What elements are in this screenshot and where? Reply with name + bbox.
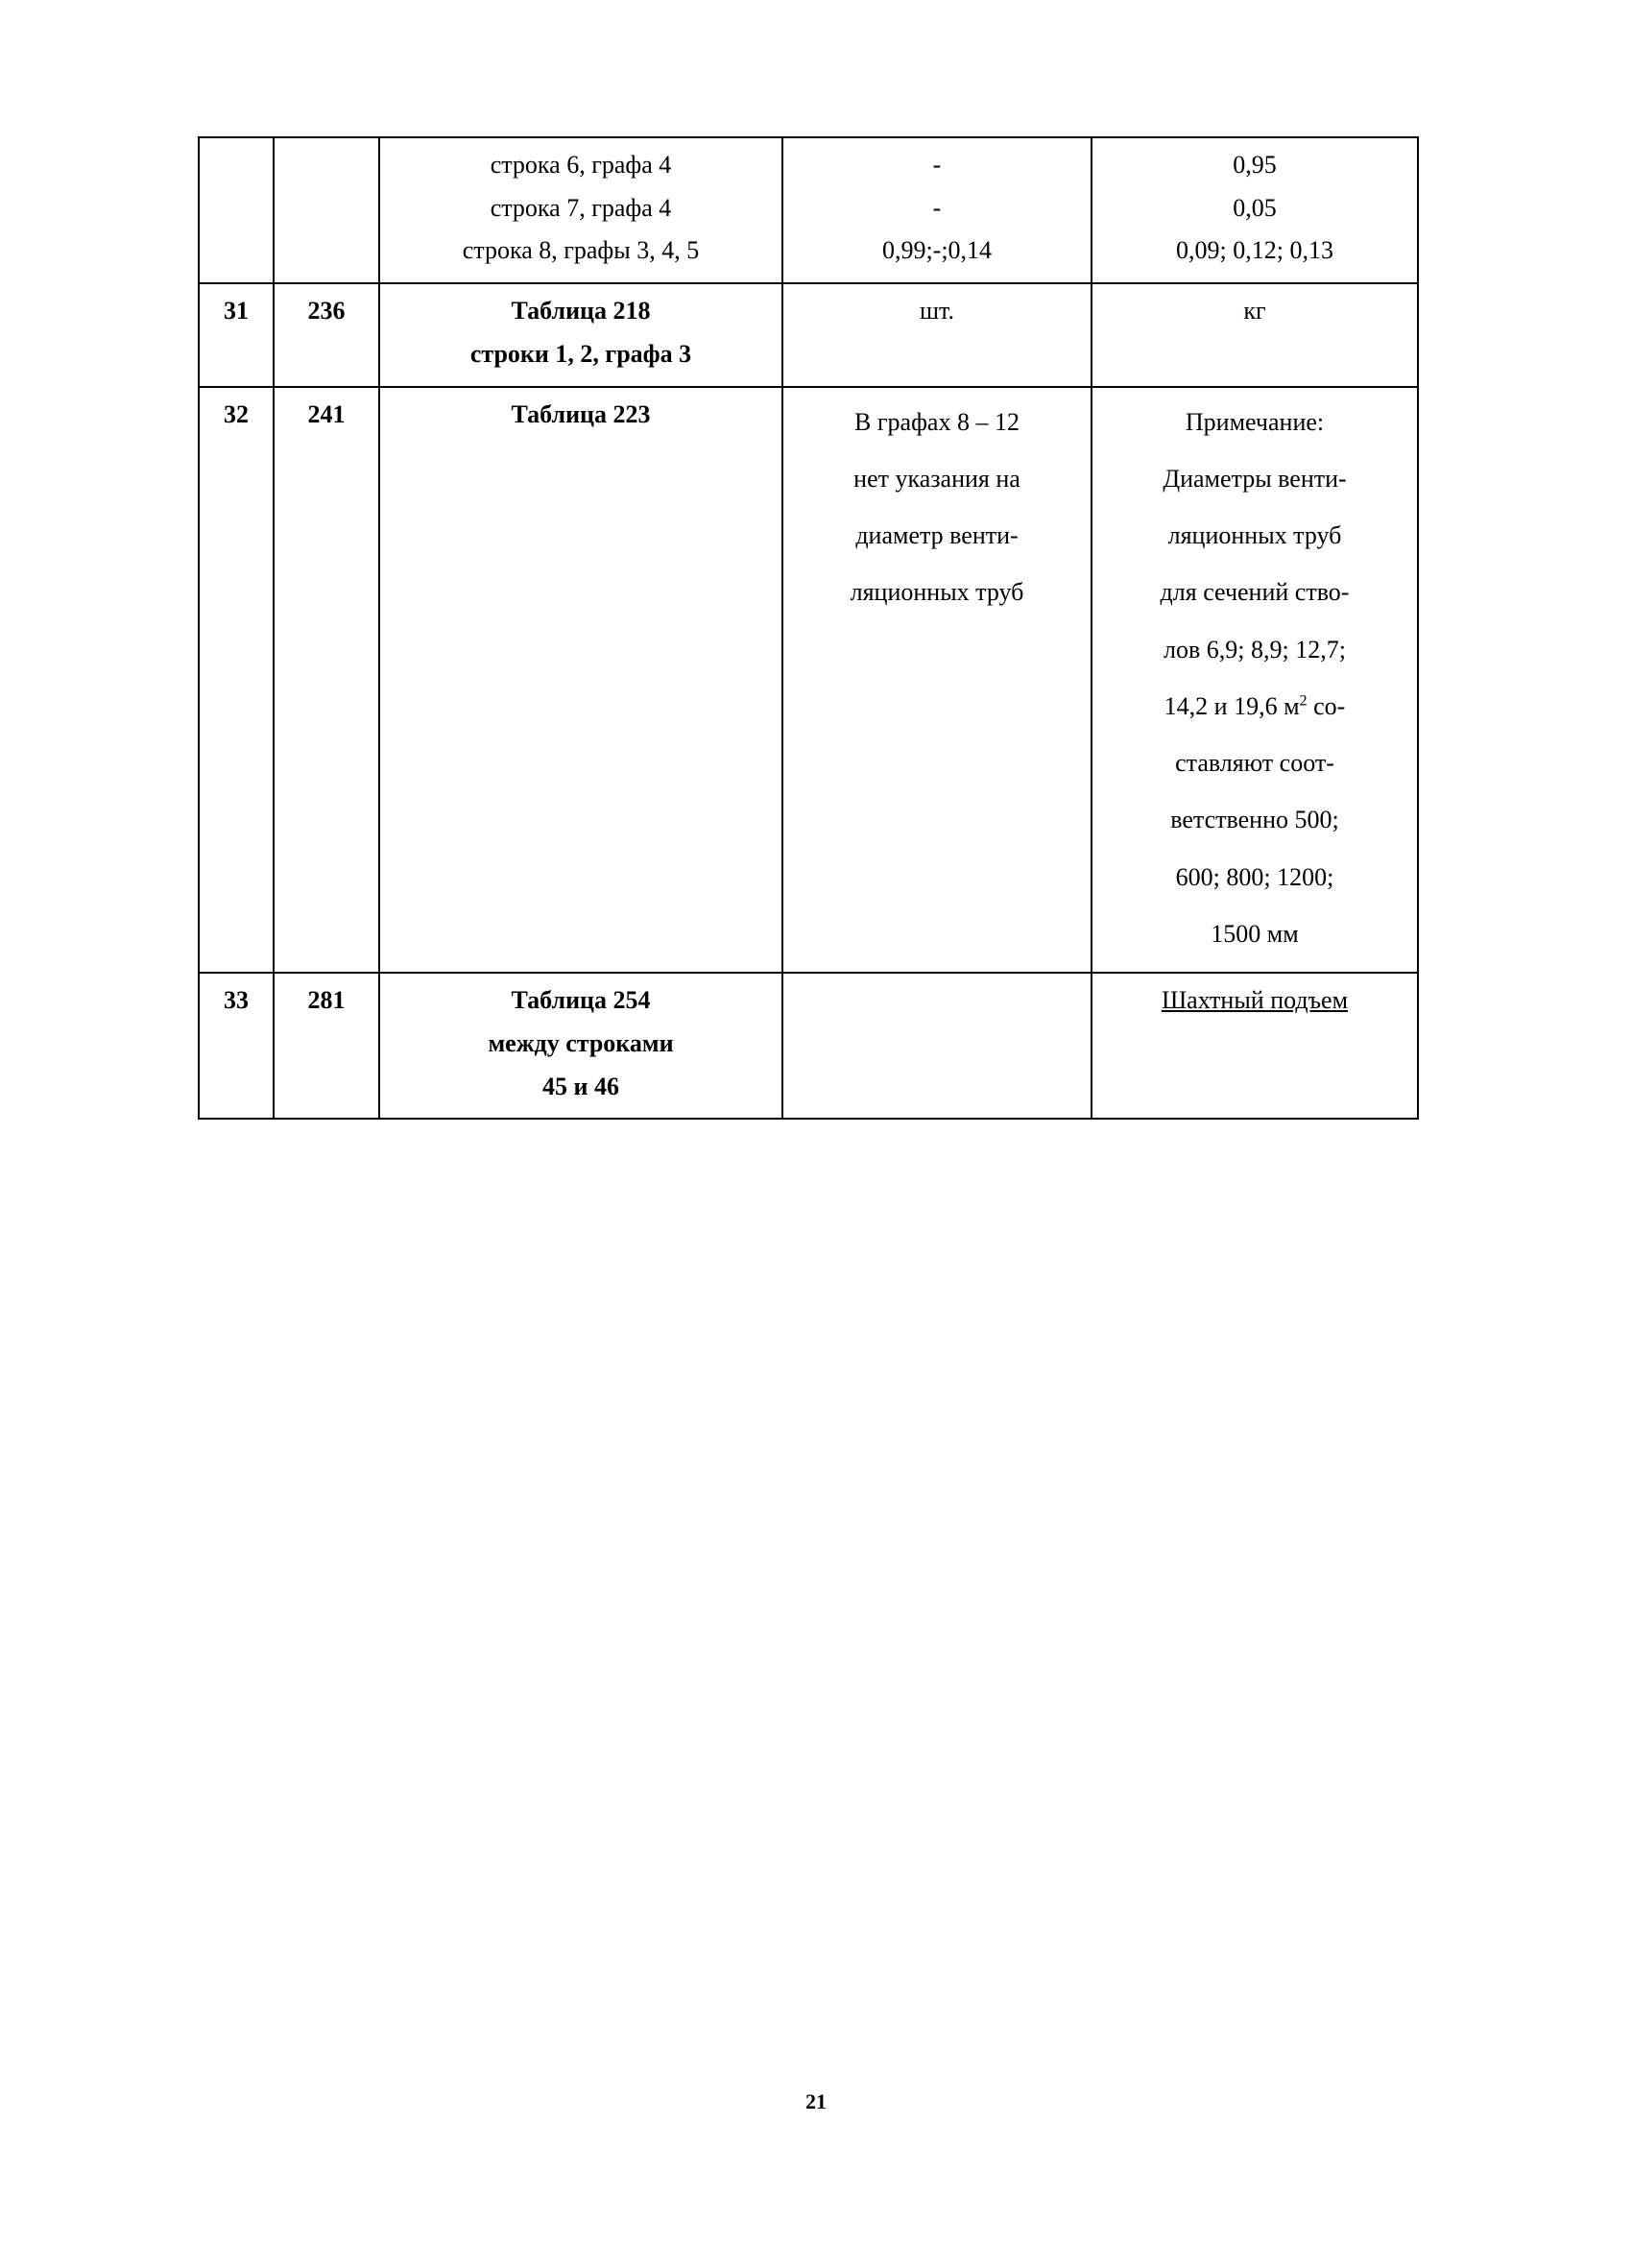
reference-line: строка 6, графа 4 [490,151,672,179]
middle-line: ляционных труб [850,578,1024,607]
row-reference-cell [379,387,782,974]
reference-line: строка 7, графа 4 [490,193,672,222]
reference-line: Таблица 254 [511,986,651,1015]
right-line: 600; 800; 1200; [1175,862,1334,891]
row-reference-cell [379,973,782,1119]
right-line: для сечений ство- [1160,578,1350,607]
table-row [199,283,1418,386]
right-line: лов 6,9; 8,9; 12,7; [1164,635,1346,664]
reference-line: Таблица 223 [511,399,651,428]
corrections-table [198,136,1419,1120]
row-page-cell [274,137,379,283]
right-line-superscript: 14,2 и 19,6 $м^2$ со- [1164,691,1346,720]
reference-line: строка 8, графы 3, 4, 5 [462,236,700,265]
row-middle-cell [782,387,1092,974]
middle-line: диаметр венти- [855,521,1019,550]
row-page-cell: 241 [274,387,379,974]
right-line: 1500 мм [1211,919,1299,948]
right-line: Шахтный подъем [1161,986,1349,1015]
right-line: ветственно 500; [1170,806,1339,834]
row-right-cell [1092,973,1418,1119]
reference-line: Таблица 218 [511,297,651,326]
page-number: 21 [805,2089,827,2113]
row-number-cell: 31 [199,283,274,386]
middle-line: нет указания на [853,464,1020,493]
table-row [199,973,1418,1119]
row-number-cell: 32 [199,387,274,974]
row-reference-cell [379,283,782,386]
table-row [199,137,1418,283]
row-right-cell [1092,387,1418,974]
row-middle-cell [782,283,1092,386]
right-line: ляционных труб [1167,521,1342,550]
right-line: 0,95 [1233,151,1277,179]
right-line: 0,05 [1233,193,1277,222]
row-page-cell: 236 [274,283,379,386]
right-line: Диаметры венти- [1163,464,1347,493]
row-right-cell [1092,283,1418,386]
table-row [199,387,1418,974]
reference-line: строки 1, 2, графа 3 [469,339,692,368]
row-middle-cell [782,973,1092,1119]
right-line: Примечание: [1185,407,1325,436]
row-reference-cell [379,137,782,283]
reference-line: 45 и 46 [542,1072,619,1100]
row-page-cell: 281 [274,973,379,1119]
middle-line: 0,99;-;0,14 [881,236,993,265]
row-middle-cell [782,137,1092,283]
middle-line: шт. [920,297,954,326]
middle-line: - [932,193,942,222]
corrections-table-container [198,136,1417,1120]
row-number-cell [199,137,274,283]
row-right-cell [1092,137,1418,283]
reference-line: между строками [488,1028,674,1057]
middle-line: В графах 8 – 12 [854,407,1020,436]
right-line: ставляют соот- [1175,749,1334,778]
right-line: кг [1243,297,1266,326]
middle-line: - [932,151,942,179]
row-number-cell: 33 [199,973,274,1119]
right-line: 0,09; 0,12; 0,13 [1176,236,1333,265]
